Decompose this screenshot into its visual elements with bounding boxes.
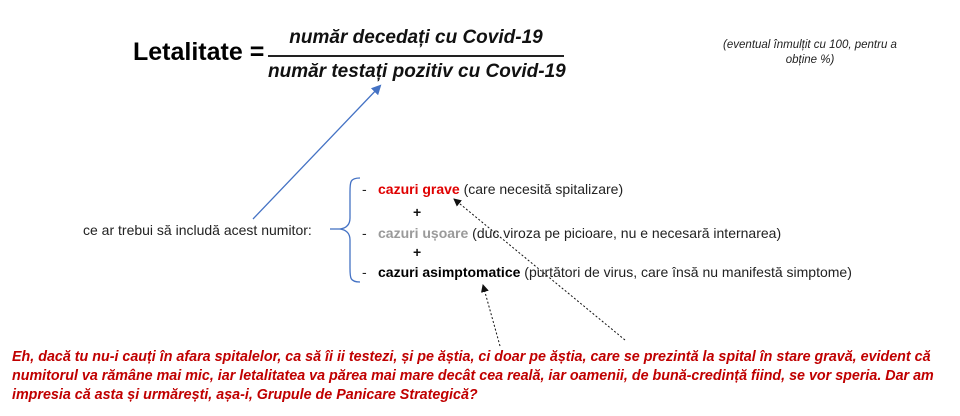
formula-note: (eventual înmulțit cu 100, pentru a obține %) <box>723 39 897 66</box>
plus-sign: + <box>413 204 422 220</box>
dotted-arrow-to-asymptomatic <box>483 285 500 346</box>
formula-label: Letalitate = <box>133 38 265 66</box>
keyword-severe-cases: cazuri grave <box>378 181 460 197</box>
keyword-asymptomatic-cases: cazuri asimptomatice <box>378 264 521 280</box>
pointer-arrow-to-denominator <box>253 86 380 219</box>
formula-numerator: număr decedați cu Covid-19 <box>289 27 543 48</box>
item-description: (purtători de virus, care însă nu manifestă simptome) <box>520 264 852 280</box>
conclusion-text: Eh, dacă tu nu-i cauți în afara spitalelor, ca să îi ii testezi, și pe ăștia, ci doar pe ăștia, care se prezintă la spital în stare gravă, evident că numitorul va rămâne mai mic, iar letalitatea va părea mai mare decât cea reală, iar oamenii, de bună-credință fiind, se vor speria. Dar am impresia că asta și urmărești, așa-i, Grupule de Panicare Strategică? <box>12 349 934 403</box>
case-item-severe <box>362 181 623 197</box>
item-description: (duc viroza pe picioare, nu e necesară internarea) <box>468 225 782 241</box>
formula-denominator: număr testați pozitiv cu Covid-19 <box>268 61 566 82</box>
item-dash: - <box>362 264 367 280</box>
denominator-breakdown-label: ce ar trebui să includă acest numitor: <box>83 222 312 238</box>
keyword-mild-cases: cazuri ușoare <box>378 225 469 241</box>
case-item-asymptomatic <box>362 264 852 280</box>
case-item-mild <box>362 225 781 241</box>
item-dash: - <box>362 225 367 241</box>
plus-sign: + <box>413 244 422 260</box>
item-dash: - <box>362 181 367 197</box>
item-description: (care necesită spitalizare) <box>459 181 624 197</box>
brace <box>340 178 360 282</box>
